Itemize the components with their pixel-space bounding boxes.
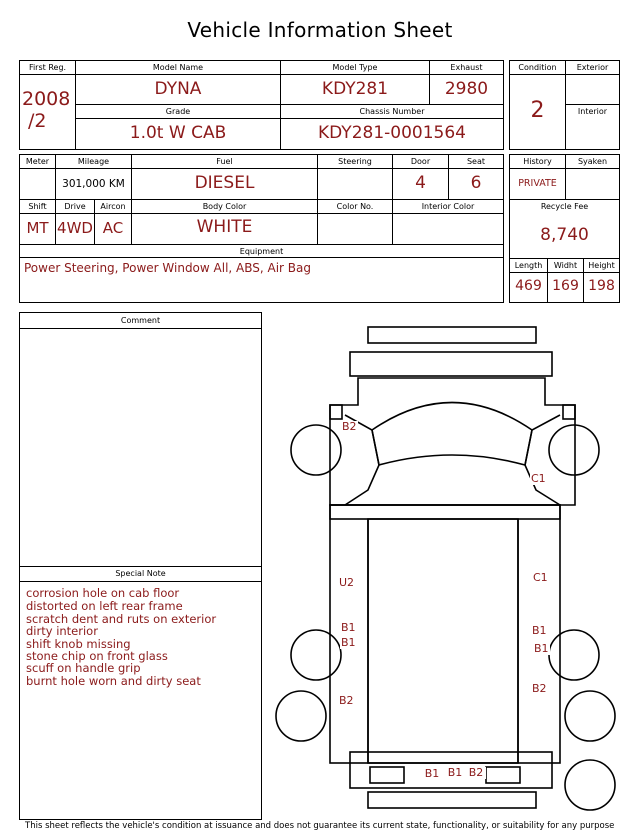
grade-value: 1.0t W CAB bbox=[129, 123, 227, 143]
height-value: 198 bbox=[588, 278, 615, 294]
row-divider bbox=[510, 272, 620, 273]
recycle-fee-label: Recycle Fee bbox=[540, 202, 589, 211]
header-divider bbox=[76, 74, 504, 75]
seat-label: Seat bbox=[466, 157, 486, 166]
first-reg-month: /2 bbox=[28, 110, 47, 132]
equipment-value: Power Steering, Power Window All, ABS, Air Bag bbox=[24, 261, 312, 275]
rear-right-light bbox=[486, 767, 520, 783]
special-note-divider bbox=[20, 566, 261, 567]
meter-label: Meter bbox=[25, 157, 50, 166]
rear-left-wheel-inner bbox=[291, 630, 341, 680]
equipment-label: Equipment bbox=[239, 247, 284, 256]
aircon-value: AC bbox=[102, 219, 124, 237]
special-note-divider bbox=[20, 581, 261, 582]
front-right-wheel bbox=[549, 425, 599, 475]
cargo-bed-outline bbox=[330, 505, 560, 763]
drive-value: 4WD bbox=[57, 219, 93, 237]
history-value: PRIVATE bbox=[518, 178, 557, 189]
spare-wheel bbox=[565, 760, 615, 810]
damage-mark: U2 bbox=[339, 576, 355, 589]
condition-value: 2 bbox=[530, 98, 545, 123]
mileage-value: 301,000 KM bbox=[62, 178, 125, 190]
left-mirror bbox=[330, 405, 342, 419]
exterior-label: Exterior bbox=[576, 63, 609, 72]
model-type-value: KDY281 bbox=[321, 79, 389, 99]
chassis-number-label: Chassis Number bbox=[359, 107, 425, 116]
special-note-item: stone chip on front glass bbox=[26, 649, 168, 663]
model-name-label: Model Name bbox=[152, 63, 204, 72]
rear-left-wheel-outer bbox=[276, 691, 326, 741]
exhaust-label: Exhaust bbox=[450, 63, 483, 72]
row-divider bbox=[20, 168, 504, 169]
page-title: Vehicle Information Sheet bbox=[187, 18, 453, 42]
damage-mark: B1 bbox=[341, 621, 356, 634]
history-label: History bbox=[523, 157, 552, 166]
bed-front-rail bbox=[330, 505, 560, 519]
special-note-label: Special Note bbox=[115, 569, 166, 578]
row-divider bbox=[20, 257, 504, 258]
door-label: Door bbox=[410, 157, 431, 166]
damage-mark: B2 bbox=[532, 682, 547, 695]
model-type-label: Model Type bbox=[332, 63, 378, 72]
damage-mark: B1 bbox=[422, 768, 442, 780]
first-reg-year: 2008 bbox=[22, 88, 71, 110]
first-reg-label: First Reg. bbox=[28, 63, 67, 72]
body-color-label: Body Color bbox=[202, 202, 247, 211]
model-name-value: DYNA bbox=[154, 79, 202, 99]
row-divider bbox=[510, 168, 620, 169]
steering-label: Steering bbox=[338, 157, 372, 166]
damage-mark: B2 bbox=[339, 694, 354, 707]
special-note-item: corrosion hole on cab floor bbox=[26, 586, 180, 600]
special-note-item: scratch dent and ruts on exterior bbox=[26, 612, 217, 626]
rear-right-wheel-inner bbox=[549, 630, 599, 680]
condition-label: Condition bbox=[518, 63, 557, 72]
recycle-fee-value: 8,740 bbox=[540, 225, 589, 245]
length-label: Length bbox=[514, 261, 543, 270]
shift-label: Shift bbox=[28, 202, 47, 211]
body-color-value: WHITE bbox=[196, 217, 253, 237]
special-note-item: burnt hole worn and dirty seat bbox=[26, 674, 201, 688]
special-note-item: dirty interior bbox=[26, 624, 98, 638]
damage-mark: B1 bbox=[445, 767, 465, 779]
mileage-label: Mileage bbox=[77, 157, 110, 166]
interior-label: Interior bbox=[577, 107, 608, 116]
door-value: 4 bbox=[415, 173, 426, 193]
damage-mark: B1 bbox=[534, 642, 549, 655]
damage-mark: B2 bbox=[466, 767, 486, 779]
front-left-wheel bbox=[291, 425, 341, 475]
special-note-item: distorted on left rear frame bbox=[26, 599, 183, 613]
fuel-label: Fuel bbox=[216, 157, 233, 166]
height-label: Height bbox=[588, 261, 615, 270]
width-label: Widht bbox=[553, 261, 578, 270]
rear-left-light bbox=[370, 767, 404, 783]
shift-value: MT bbox=[26, 219, 49, 237]
exhaust-value: 2980 bbox=[444, 79, 489, 99]
comment-header-divider bbox=[20, 328, 261, 329]
condition-divider bbox=[510, 74, 620, 75]
cab-outline bbox=[330, 378, 575, 505]
seat-value: 6 bbox=[470, 173, 482, 193]
drive-label: Drive bbox=[64, 202, 86, 211]
vehicle-damage-diagram bbox=[270, 318, 635, 818]
chassis-number-value: KDY281-0001564 bbox=[318, 123, 466, 143]
width-value: 169 bbox=[552, 278, 579, 294]
header-divider bbox=[20, 74, 75, 75]
fuel-value: DIESEL bbox=[194, 173, 255, 193]
grade-label: Grade bbox=[165, 107, 191, 116]
color-no-label: Color No. bbox=[336, 202, 374, 211]
rear-right-wheel-outer bbox=[565, 691, 615, 741]
damage-mark: B2 bbox=[342, 420, 357, 433]
damage-mark: C1 bbox=[531, 472, 546, 485]
windshield-outline bbox=[372, 403, 532, 466]
special-note-item: scuff on handle grip bbox=[26, 661, 141, 675]
damage-mark: B1 bbox=[341, 636, 356, 649]
special-note-item: shift knob missing bbox=[26, 637, 131, 651]
row-divider bbox=[20, 213, 504, 214]
damage-mark: C1 bbox=[533, 571, 548, 584]
syaken-label: Syaken bbox=[577, 157, 608, 166]
length-value: 469 bbox=[515, 278, 542, 294]
interior-color-label: Interior Color bbox=[421, 202, 475, 211]
header-divider bbox=[76, 118, 504, 119]
front-bumper-outline bbox=[368, 327, 536, 343]
disclaimer-footer: This sheet reflects the vehicle's condition at issuance and does not guarantee its current state, functionality, or suitability for any purpose bbox=[25, 821, 615, 831]
cargo-bed-floor bbox=[368, 519, 518, 763]
damage-mark: B1 bbox=[532, 624, 547, 637]
aircon-label: Aircon bbox=[100, 202, 126, 211]
right-mirror bbox=[563, 405, 575, 419]
front-grille-outline bbox=[350, 352, 552, 376]
comment-label: Comment bbox=[120, 316, 161, 325]
rear-bumper-outline bbox=[368, 792, 536, 808]
